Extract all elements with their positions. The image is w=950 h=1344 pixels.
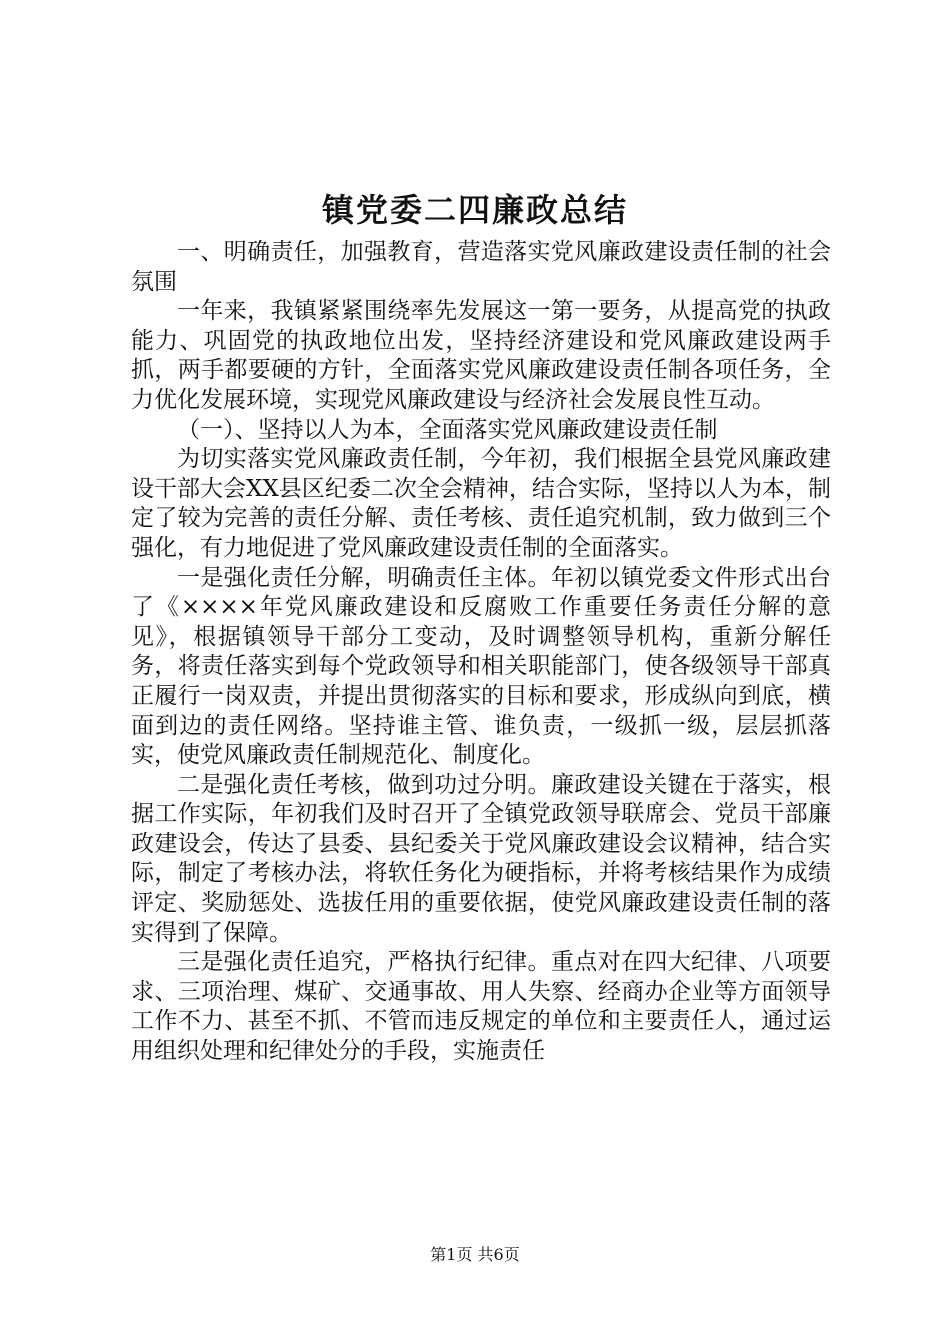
body-paragraph: 三是强化责任追究，严格执行纪律。重点对在四大纪律、八项要求、三项治理、煤矿、交通事故、用人失察、经商办企业等方面领导工作不力、甚至不抓、不管而违反规定的单位和主要责任人，通过运用组织处理和纪律处分的手段，实施责任 [131,949,831,1065]
page-number-footer: 第1页 共6页 [430,1245,520,1264]
section-heading: 一、明确责任，加强教育，营造落实党风廉政建设责任制的社会氛围 [131,239,831,295]
document-body [131,238,831,1067]
body-paragraph: 一是强化责任分解，明确责任主体。年初以镇党委文件形式出台了《××××年党风廉政建设和反腐败工作重要任务责任分解的意见》，根据镇领导干部分工变动，及时调整领导机构，重新分解任务，将责任落实到每个党政领导和相关职能部门，使各级领导干部真正履行一岗双责，并提出贯彻落实的目标和要求，形成纵向到底，横面到边的责任网络。坚持谁主管、谁负责，一级抓一级，层层抓落实，使党风廉政责任制规范化、制度化。 [131,564,831,769]
body-paragraph: 二是强化责任考核，做到功过分明。廉政建设关键在于落实，根据工作实际，年初我们及时召开了全镇党政领导联席会、党员干部廉政建设会，传达了县委、县纪委关于党风廉政建设会议精神，结合实际，制定了考核办法，将软任务化为硬指标，并将考核结果作为成绩评定、奖励惩处、选拔任用的重要依据，使党风廉政建设责任制的落实得到了保障。 [131,771,831,946]
document-title: 镇党委二四廉政总结 [321,191,628,229]
body-paragraph: 一年来，我镇紧紧围绕率先发展这一第一要务，从提高党的执政能力、巩固党的执政地位出发，坚持经济建设和党风廉政建设两手抓，两手都要硬的方针，全面落实党风廉政建设责任制各项任务，全力优化发展环境，实现党风廉政建设与经济社会发展良性互动。 [131,298,831,413]
body-paragraph: 为切实落实党风廉政责任制，今年初，我们根据全县党风廉政建设干部大会XX县区纪委二次全会精神，结合实际，坚持以人为本，制定了较为完善的责任分解、责任考核、责任追究机制，致力做到三个强化，有力地促进了党风廉政建设责任制的全面落实。 [131,446,831,561]
subsection-heading: （一）、坚持以人为本，全面落实党风廉政建设责任制 [177,416,718,443]
